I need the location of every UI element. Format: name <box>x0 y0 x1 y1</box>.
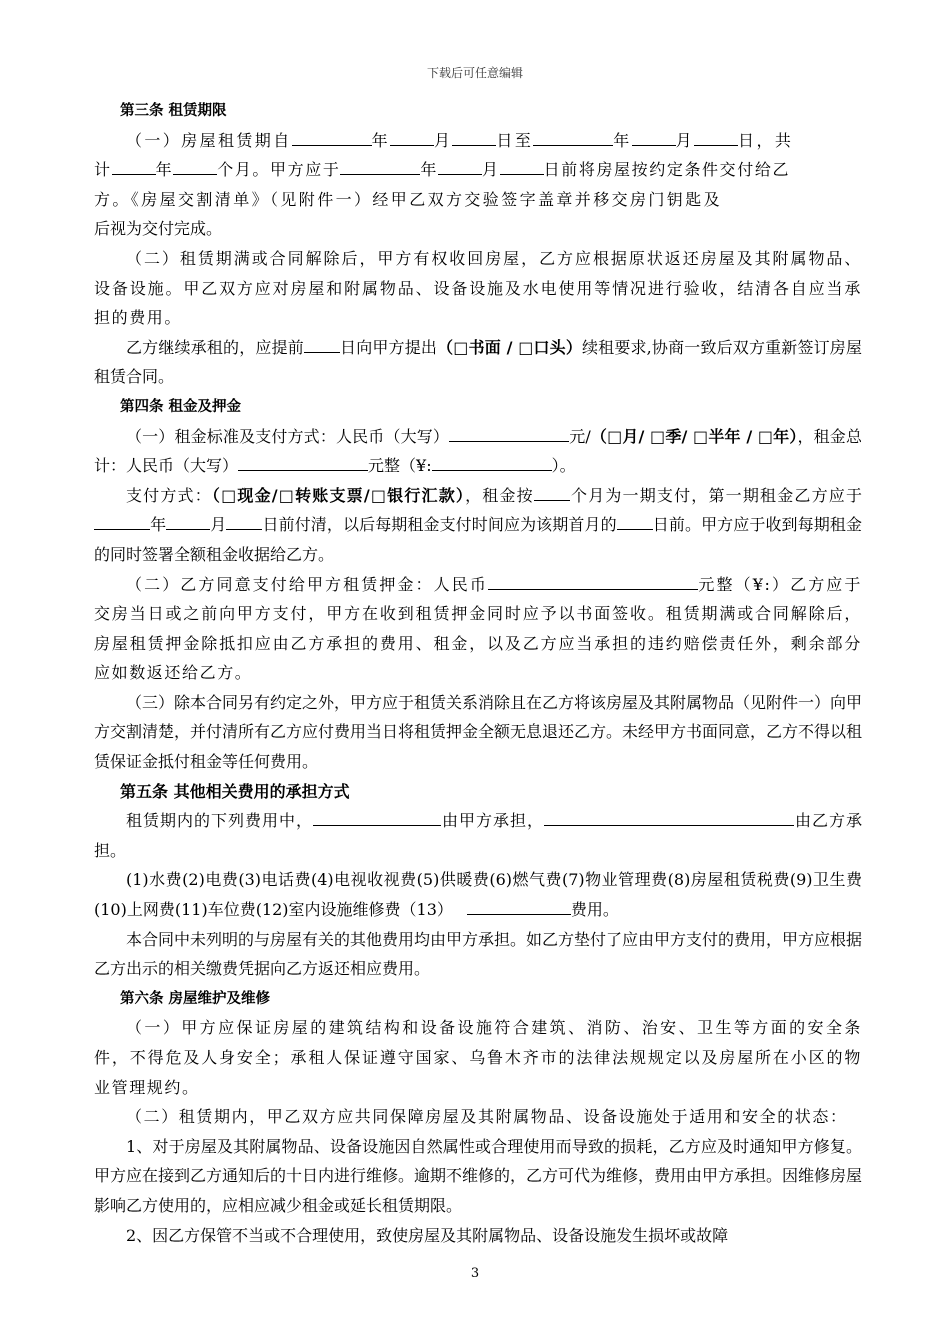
blank-field[interactable] <box>313 808 441 826</box>
article-6-clause-1: （一）甲方应保证房屋的建筑结构和设备设施符合建筑、消防、治安、卫生等方面的安全条件，不得危及人身安全；承租人保证遵守国家、乌鲁木齐市的法律法规规定以及房屋所在小区的物业管理规约。 <box>94 1018 862 1097</box>
blank-field[interactable] <box>533 128 613 146</box>
article-4-clause-2: （二）乙方同意支付给甲方租赁押金：人民币 元整（¥:）乙方应于交房当日或之前向甲方支付，甲方在收到租赁押金同时应予以书面签收。租赁期满或合同解除后，房屋租赁押金除抵扣应由乙方承担的费用、租金，以及乙方应当承担的违约赔偿责任外，剩余部分应如数返还给乙方。 <box>94 570 862 688</box>
article-4-payment: 支付方式：（□现金/□转账支票/□银行汇款），租金按 个月为一期支付，第一期租金乙方应于年 月 日前付清，以后每期租金支付时间应为该期首月的 日前。甲方应于收到每期租金的同时签署全额租金收据给乙方。 <box>94 481 862 570</box>
blank-field[interactable] <box>112 157 156 175</box>
page-header-note: 下载后可任意编辑 <box>426 66 523 80</box>
blank-field[interactable] <box>340 157 420 175</box>
article-3-clause-2: （二）租赁期满或合同解除后，甲方有权收回房屋，乙方应根据原状返还房屋及其附属物品、设备设施。甲乙双方应对房屋和附属物品、设备设施及水电使用等情况进行验收，结清各自应当承担的费用。 <box>94 248 862 328</box>
blank-field[interactable] <box>467 897 571 915</box>
blank-field[interactable] <box>534 483 570 501</box>
blank-field[interactable] <box>632 128 676 146</box>
article-5-clause-2: 本合同中未列明的与房屋有关的其他费用均由甲方承担。如乙方垫付了应由甲方支付的费用，甲方应根据乙方出示的相关缴费凭据向乙方返还相应费用。 <box>94 929 863 979</box>
blank-field[interactable] <box>488 572 698 590</box>
article-4-clause-3: （三）除本合同另有约定之外，甲方应于租赁关系消除且在乙方将该房屋及其附属物品（见附件一）向甲方交割清楚，并付清所有乙方应付费用当日将租赁押金全额无息退还乙方。未经甲方书面同意，乙方不得以租赁保证金抵付租金等任何费用。 <box>94 692 863 772</box>
article-5-fee-list: (1)水费(2)电费(3)电话费(4)电视收视费(5)供暖费(6)燃气费(7)物业管理费(8)房屋租赁税费(9)卫生费(10)上网费(11)车位费(12)室内设施维修费（13） 费用。 <box>94 870 862 920</box>
blank-field[interactable] <box>173 157 217 175</box>
article-3-clause-1-cont: 计 年 个月。甲方应于 年 月 日前将房屋按约定条件交付给乙 <box>94 155 862 185</box>
blank-field[interactable] <box>449 424 569 442</box>
blank-field[interactable] <box>432 453 552 471</box>
page-number: 3 <box>470 1266 480 1281</box>
blank-field[interactable] <box>94 512 150 530</box>
article-6-title: 第六条 房屋维护及维修 <box>120 989 271 1007</box>
article-3-title: 第三条 租赁期限 <box>120 102 227 119</box>
article-3-clause-3: 乙方继续承租的，应提前 日向甲方提出（□书面 / □口头）续租要求,协商一致后双方重新签订房屋租赁合同。 <box>94 333 862 392</box>
blank-field[interactable] <box>544 808 794 826</box>
blank-field[interactable] <box>304 335 340 353</box>
article-5-title: 第五条 其他相关费用的承担方式 <box>120 781 350 801</box>
article-3-clause-1-line4: 后视为交付完成。 <box>94 219 223 239</box>
blank-field[interactable] <box>438 157 482 175</box>
blank-field[interactable] <box>292 128 372 146</box>
article-4-clause-1: （一）租金标准及支付方式：人民币（大写） 元/（□月/ □季/ □半年 / □年），租金总计：人民币（大写） 元整（¥: ）。 <box>94 422 862 481</box>
blank-field[interactable] <box>617 512 653 530</box>
article-6-clause-3: 1、对于房屋及其附属物品、设备设施因自然属性或合理使用而导致的损耗，乙方应及时通知甲方修复。甲方应在接到乙方通知后的十日内进行维修。逾期不维修的，乙方可代为维修，费用由甲方承担。因维修房屋影响乙方使用的，应相应减少租金或延长租赁期限。 <box>94 1136 863 1215</box>
blank-field[interactable] <box>390 128 434 146</box>
article-3-clause-1-line3: 方。《房屋交割清单》（见附件一）经甲乙双方交验签字盖章并移交房门钥匙及 <box>94 189 723 209</box>
article-3-clause-1: （一）房屋租赁期自 年 月 日至 年 月 日，共 <box>94 126 862 156</box>
article-6-clause-2: （二）租赁期内，甲乙双方应共同保障房屋及其附属物品、设备设施处于适用和安全的状态： <box>126 1107 848 1127</box>
blank-field[interactable] <box>166 512 210 530</box>
article-5-clause-1: 租赁期内的下列费用中， 由甲方承担， 由乙方承担。 <box>94 806 862 865</box>
contract-body <box>94 96 862 1250</box>
blank-field[interactable] <box>500 157 544 175</box>
article-6-clause-4: 2、因乙方保管不当或不合理使用，致使房屋及其附属物品、设备设施发生损坏或故障 <box>126 1225 729 1245</box>
blank-field[interactable] <box>452 128 496 146</box>
blank-field[interactable] <box>238 453 368 471</box>
article-4-title: 第四条 租金及押金 <box>120 397 242 415</box>
blank-field[interactable] <box>694 128 738 146</box>
blank-field[interactable] <box>226 512 262 530</box>
